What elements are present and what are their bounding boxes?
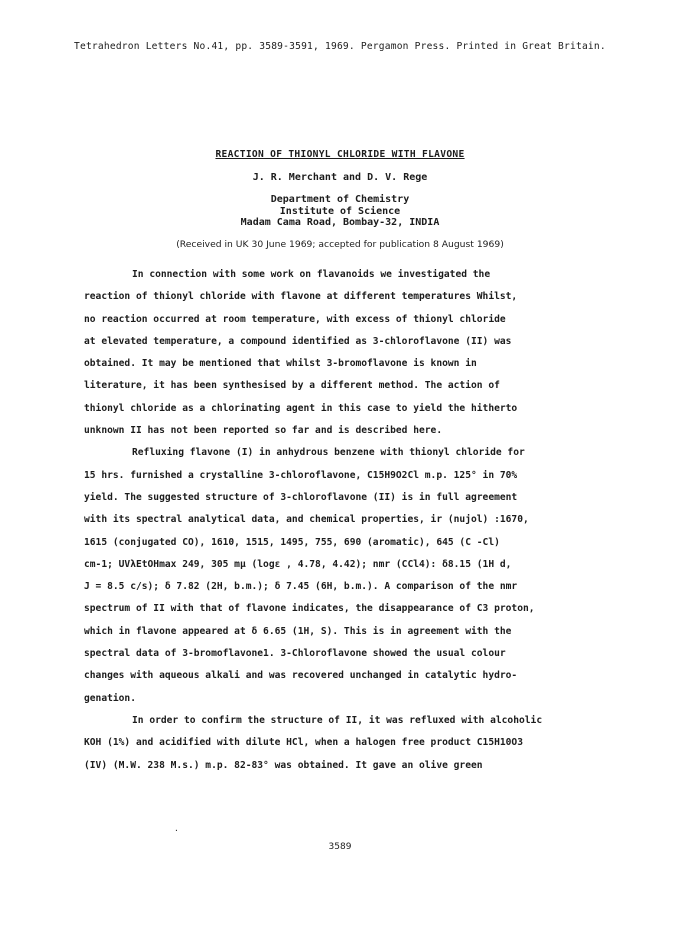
body-text-line: with its spectral analytical data, and chemical properties, ir (nujol) :1670, (84, 514, 529, 526)
running-header: Tetrahedron Letters No.41, pp. 3589-3591, 1969. Pergamon Press. Printed in Great Britain. (74, 41, 606, 52)
body-text-line: changes with aqueous alkali and was recovered unchanged in catalytic hydro- (84, 670, 518, 682)
body-text-line: KOH (1%) and acidified with dilute HCl, when a halogen free product C15H10O3 (84, 737, 523, 749)
author-line: J. R. Merchant and D. V. Rege (252, 172, 428, 183)
received-date-line: (Received in UK 30 June 1969; accepted for publication 8 August 1969) (176, 239, 504, 250)
affiliation-line: Department of Chemistry (270, 194, 410, 205)
body-text-line: 15 hrs. furnished a crystalline 3-chloroflavone, C15H9O2Cl m.p. 125° in 70% (84, 469, 518, 481)
article-body (84, 264, 604, 777)
body-text-line: (IV) (M.W. 238 M.s.) m.p. 82-83° was obtained. It gave an olive green (84, 759, 483, 771)
body-text-line: which in flavone appeared at δ 6.65 (1H, S). This is in agreement with the (84, 625, 512, 637)
body-text-line: J = 8.5 c/s); δ 7.82 (2H, b.m.); δ 7.45 (6H, b.m.). A comparison of the nmr (84, 581, 518, 593)
body-text-line: no reaction occurred at room temperature, with excess of thionyl chloride (84, 313, 506, 325)
body-text-line: obtained. It may be mentioned that whilst 3-bromoflavone is known in (84, 358, 477, 370)
body-text-line: thionyl chloride as a chlorinating agent in this case to yield the hitherto (84, 402, 518, 414)
affiliation-line: Madam Cama Road, Bombay-32, INDIA (240, 217, 440, 228)
body-text-line: Refluxing flavone (I) in anhydrous benzene with thionyl chloride for (132, 447, 525, 459)
article-title: REACTION OF THIONYL CHLORIDE WITH FLAVONE (215, 149, 465, 160)
body-text-line: spectral data of 3-bromoflavone1. 3-Chloroflavone showed the usual colour (84, 648, 506, 660)
affiliation-line: Institute of Science (279, 205, 401, 217)
body-text-line: at elevated temperature, a compound identified as 3-chloroflavone (II) was (84, 335, 512, 347)
body-text-line: cm-1; UVλEtOHmax 249, 305 mμ (logε , 4.78, 4.42); nmr (CCl4): δ8.15 (1H d, (84, 558, 512, 570)
body-text-line: genation. (84, 692, 136, 704)
body-text-line: yield. The suggested structure of 3-chloroflavone (II) is in full agreement (84, 491, 518, 503)
body-text-line: In connection with some work on flavanoids we investigated the (132, 269, 491, 280)
stray-mark: · (174, 826, 179, 835)
affiliation-block (0, 194, 680, 229)
body-text-line: In order to confirm the structure of II, it was refluxed with alcoholic (132, 714, 543, 726)
body-text-line: spectrum of II with that of flavone indicates, the disappearance of C3 proton, (84, 603, 535, 615)
body-text-line: unknown II has not been reported so far and is described here. (84, 425, 443, 437)
body-text-line: literature, it has been synthesised by a different method. The action of (84, 380, 500, 392)
page-number: 3589 (328, 842, 352, 852)
body-text-line: reaction of thionyl chloride with flavone at different temperatures Whilst, (84, 291, 518, 303)
body-text-line: 1615 (conjugated CO), 1610, 1515, 1495, 755, 690 (aromatic), 645 (C -Cl) (84, 536, 500, 548)
